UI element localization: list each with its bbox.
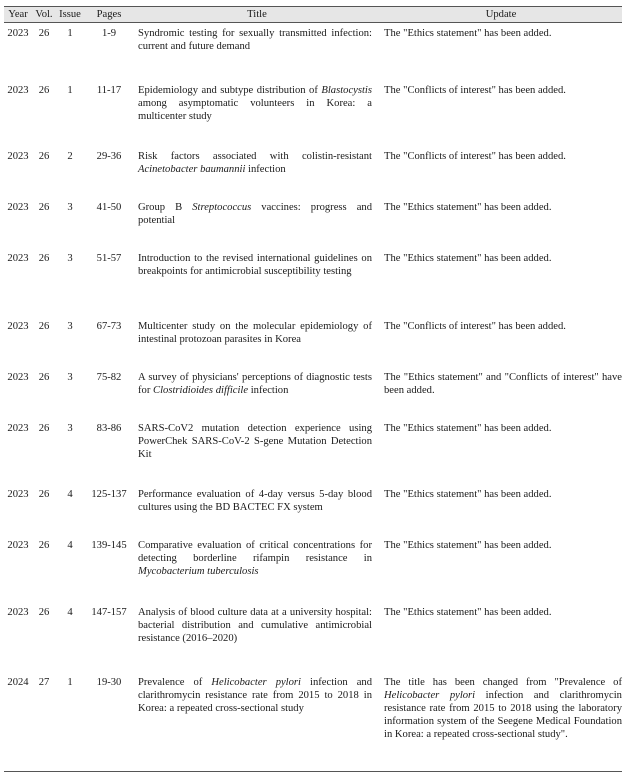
cell-pages: 67-73 <box>96 320 122 332</box>
text-segment: The "Ethics statement" has been added. <box>384 252 552 264</box>
text-segment: infection <box>245 163 286 175</box>
italic-text: Streptococcus <box>192 201 252 213</box>
text-segment: The "Conflicts of interest" has been added. <box>384 320 566 332</box>
text-segment: among asymptomatic volunteers in Korea: a multicenter study <box>138 97 372 122</box>
cell-pages: 75-82 <box>96 371 122 383</box>
text-segment: Prevalence of <box>138 676 212 688</box>
cell-year: 2023 <box>7 488 29 500</box>
cell-title <box>134 316 380 367</box>
cell-year: 2023 <box>7 28 29 39</box>
cell-year: 2023 <box>7 606 29 618</box>
table-row <box>4 146 622 197</box>
header-issue: Issue <box>56 7 84 23</box>
cell-issue: 4 <box>67 488 73 500</box>
cell-year: 2023 <box>7 84 29 96</box>
header-pages: Pages <box>84 7 134 23</box>
table-row <box>4 316 622 367</box>
cell-vol: 26 <box>38 422 50 434</box>
text-segment: The "Ethics statement" and "Conflicts of interest" have been added. <box>384 371 622 396</box>
cell-vol: 26 <box>38 371 50 383</box>
cell-pages: 139-145 <box>91 539 127 551</box>
cell-vol: 26 <box>38 84 50 96</box>
cell-update <box>380 418 622 484</box>
cell-year: 2023 <box>7 252 29 264</box>
cell-vol: 26 <box>38 606 50 618</box>
text-segment: The "Ethics statement" has been added. <box>384 422 552 434</box>
text-segment: Group B <box>138 201 193 213</box>
text-segment: Introduction to the revised international guidelines on breakpoints for antimicrobial susceptibility testing <box>138 252 372 277</box>
text-segment: The "Conflicts of interest" has been added. <box>384 84 566 96</box>
text-segment: infection and clarithromycin resistance rate from 2015 to 2018 in Korea: a repeated cross-sectional study <box>138 676 373 714</box>
table-body <box>4 23 622 772</box>
table-row <box>4 672 622 772</box>
italic-text: Mycobacterium tuberculosis <box>138 565 259 577</box>
cell-year: 2023 <box>7 371 29 383</box>
text-segment: The "Ethics statement" has been added. <box>384 606 552 618</box>
cell-vol: 26 <box>38 150 50 162</box>
cell-pages: 83-86 <box>96 422 122 434</box>
cell-update <box>380 367 622 418</box>
cell-year: 2024 <box>4 672 32 772</box>
table-row <box>4 80 622 146</box>
text-segment: The "Conflicts of interest" has been added. <box>384 150 566 162</box>
cell-update <box>380 80 622 146</box>
cell-issue: 3 <box>67 252 73 264</box>
cell-issue: 3 <box>67 320 73 332</box>
table-row <box>4 248 622 316</box>
cell-pages: 41-50 <box>96 201 122 213</box>
cell-year: 2023 <box>7 539 29 551</box>
cell-pages: 11-17 <box>96 84 122 96</box>
header-row <box>4 7 622 23</box>
text-segment: Performance evaluation of 4-day versus 5-day blood cultures using the BD BACTEC FX system <box>138 488 372 513</box>
cell-year: 2023 <box>7 320 29 332</box>
cell-vol: 26 <box>38 488 50 500</box>
cell-title <box>134 672 380 772</box>
cell-title <box>134 197 380 248</box>
cell-update <box>380 535 622 602</box>
table-row <box>4 367 622 418</box>
cell-title <box>134 418 380 484</box>
table-row <box>4 418 622 484</box>
cell-vol: 27 <box>32 672 56 772</box>
cell-issue: 3 <box>67 371 73 383</box>
cell-pages: 1-9 <box>101 28 117 39</box>
cell-issue: 4 <box>67 606 73 618</box>
table-row <box>4 602 622 672</box>
cell-title <box>134 535 380 602</box>
italic-text: Helicobacter pylori <box>211 676 301 688</box>
cell-issue: 1 <box>67 28 73 39</box>
cell-issue: 4 <box>67 539 73 551</box>
text-segment: infection <box>248 384 289 396</box>
cell-pages: 147-157 <box>91 606 127 618</box>
cell-title <box>134 367 380 418</box>
cell-year: 2023 <box>7 422 29 434</box>
cell-vol: 26 <box>38 539 50 551</box>
text-segment: vaccines: progress and potential <box>138 201 373 226</box>
text-segment: Analysis of blood culture data at a university hospital: bacterial distribution and cumulative antimicrobial resistance (2016–2020) <box>138 606 372 644</box>
cell-vol: 26 <box>38 28 50 39</box>
text-segment: infection and clarithromycin resistance rate from 2015 to 2018 using the laboratory information system of the Seegene Medical Foundation in Korea: a repeated cross-sectional study". <box>384 689 622 741</box>
italic-text: Acinetobacter baumannii <box>138 163 246 175</box>
cell-title <box>134 248 380 316</box>
cell-issue: 3 <box>67 201 73 213</box>
italic-text: Helicobacter pylori <box>384 689 476 701</box>
cell-vol: 26 <box>38 201 50 213</box>
text-segment: The "Ethics statement" has been added. <box>384 488 552 500</box>
table-row <box>4 197 622 248</box>
text-segment: Comparative evaluation of critical concentrations for detecting borderline rifampin resistance in <box>138 539 372 564</box>
text-segment: Epidemiology and subtype distribution of <box>138 84 322 96</box>
cell-pages: 125-137 <box>91 488 127 500</box>
cell-year: 2023 <box>7 150 29 162</box>
cell-title <box>134 146 380 197</box>
header-update: Update <box>380 7 622 23</box>
cell-pages: 19-30 <box>84 672 134 772</box>
italic-text: Blastocystis <box>321 84 372 96</box>
cell-update <box>380 146 622 197</box>
text-segment: The "Ethics statement" has been added. <box>384 201 552 213</box>
text-segment: Risk factors associated with colistin-resistant <box>138 150 372 162</box>
table-row <box>4 484 622 535</box>
header-title: Title <box>134 7 380 23</box>
cell-title <box>134 484 380 535</box>
cell-vol: 26 <box>38 252 50 264</box>
text-segment: A survey of physicians' perceptions of diagnostic tests for <box>138 371 372 396</box>
cell-update <box>380 602 622 672</box>
cell-title <box>134 80 380 146</box>
header-year: Year <box>4 7 32 23</box>
cell-issue: 1 <box>67 84 73 96</box>
errata-table <box>4 6 622 772</box>
text-segment: Multicenter study on the molecular epidemiology of intestinal protozoan parasites in Korea <box>138 320 372 345</box>
cell-update <box>380 248 622 316</box>
cell-title <box>134 602 380 672</box>
cell-update <box>380 316 622 367</box>
text-segment: SARS-CoV2 mutation detection experience using PowerChek SARS-CoV-2 S-gene Mutation Detection Kit <box>138 422 372 460</box>
cell-issue: 2 <box>67 150 73 162</box>
table-row <box>4 535 622 602</box>
cell-title <box>134 23 380 80</box>
cell-vol: 26 <box>38 320 50 332</box>
cell-pages: 51-57 <box>96 252 122 264</box>
text-segment: The "Ethics statement" has been added. <box>384 28 552 39</box>
cell-issue: 1 <box>56 672 84 772</box>
cell-year: 2023 <box>7 201 29 213</box>
cell-pages: 29-36 <box>96 150 122 162</box>
text-segment: Syndromic testing for sexually transmitted infection: current and future demand <box>138 28 372 53</box>
text-segment: The title has been changed from "Prevalence of <box>384 676 622 688</box>
text-segment: The "Ethics statement" has been added. <box>384 539 552 551</box>
cell-update <box>380 484 622 535</box>
cell-issue: 3 <box>67 422 73 434</box>
table-row <box>4 23 622 80</box>
cell-update <box>380 197 622 248</box>
cell-update <box>380 672 622 772</box>
cell-update <box>380 23 622 80</box>
header-vol: Vol. <box>32 7 56 23</box>
italic-text: Clostridioides difficile <box>153 384 249 396</box>
